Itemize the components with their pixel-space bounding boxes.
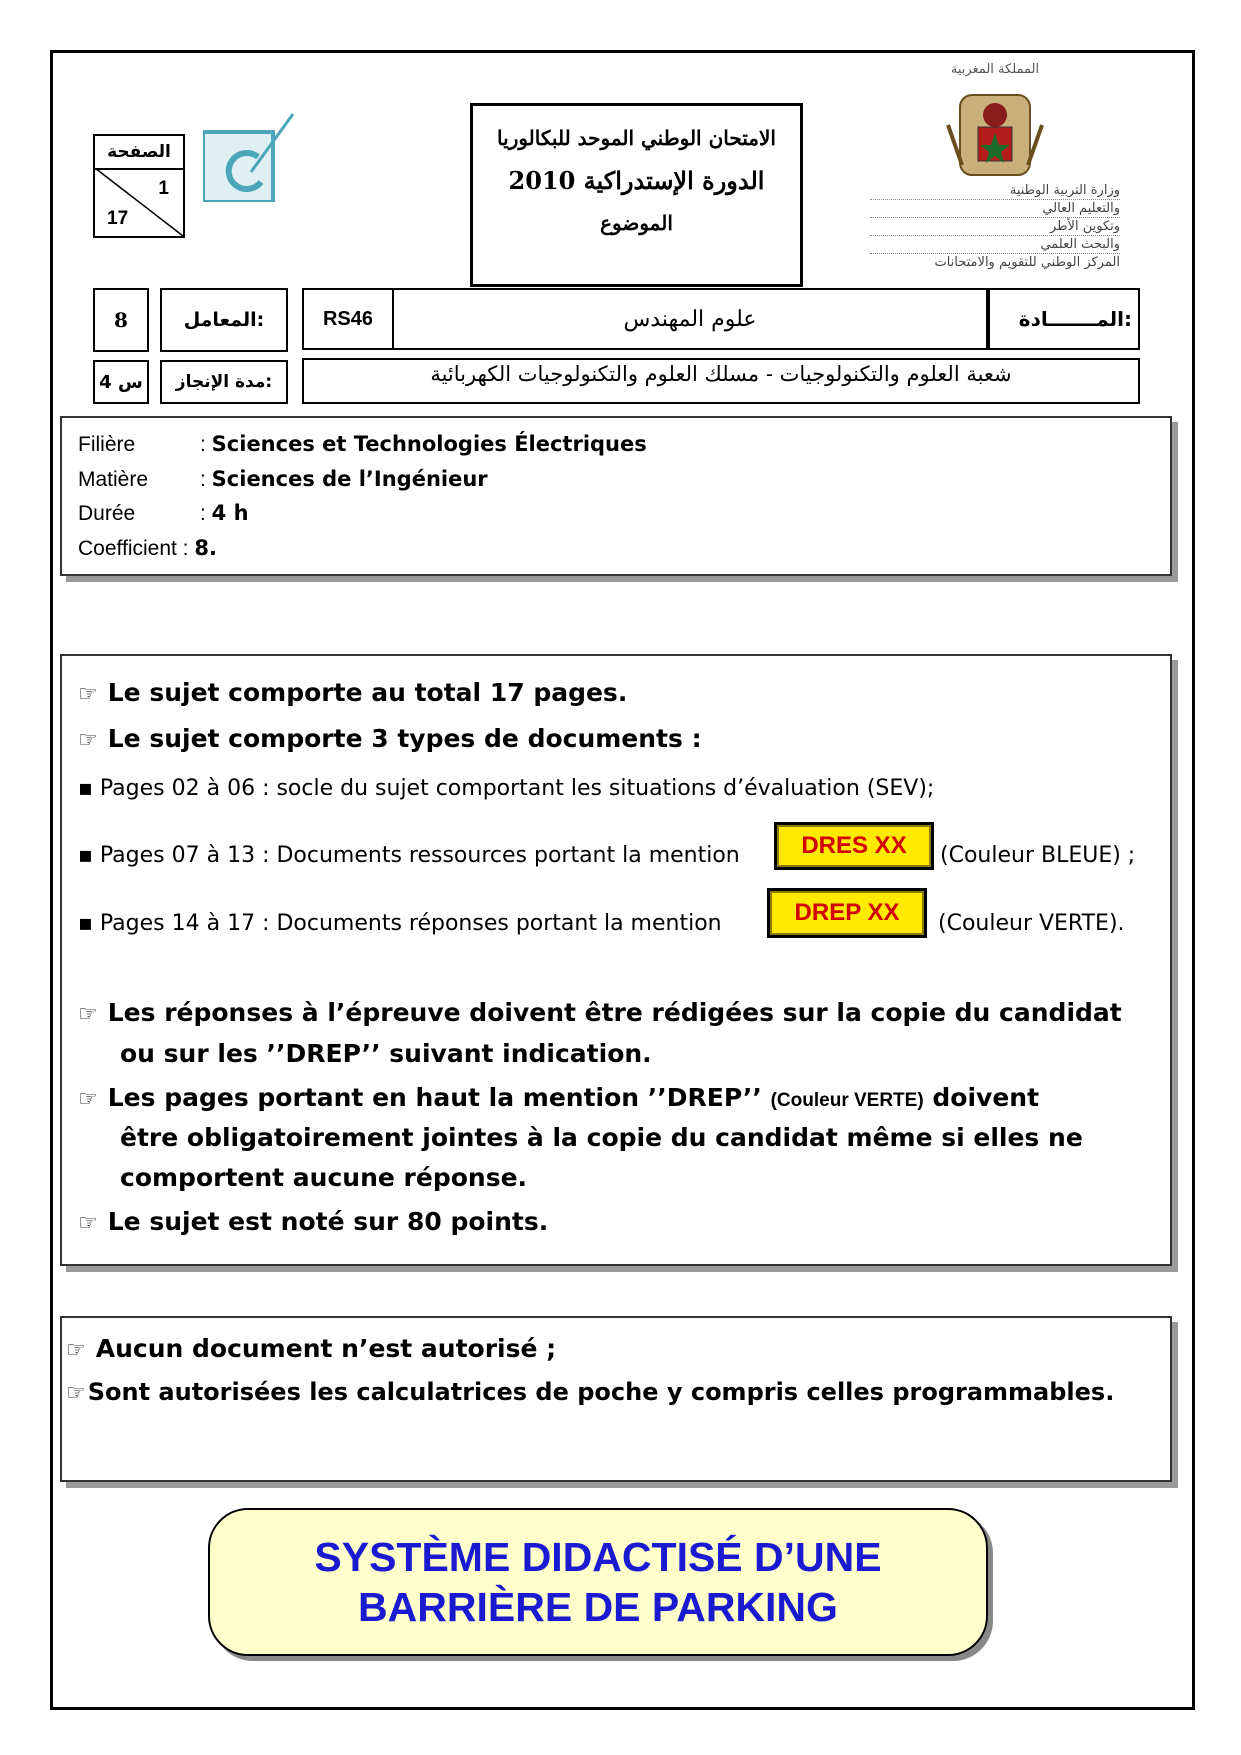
- coefficient-fr-value: 8.: [194, 536, 217, 560]
- matiere-label: Matière: [78, 468, 149, 491]
- matiere-value: Sciences de l’Ingénieur: [211, 467, 488, 491]
- exam-session: الدورة الإستدراكية 2010: [508, 166, 765, 195]
- bullet-drep-color: (Couleur VERTE).: [938, 911, 1125, 936]
- system-title-line-2: BARRIÈRE DE PARKING: [358, 1584, 838, 1630]
- dres-tag: DRES XX: [774, 822, 934, 870]
- calculator-rule: ☞Sont autorisées les calculatrices de poche y compris celles programmables.: [66, 1378, 1115, 1406]
- duree-row: Durée : 4 h: [78, 501, 249, 525]
- ministry-line: وتكوين الأطر: [870, 218, 1120, 236]
- pointing-hand-icon: ☞: [78, 728, 98, 753]
- ministry-line: المركز الوطني للتقويم والامتحانات: [934, 255, 1120, 270]
- instructions-box: [60, 654, 1172, 1266]
- coefficient-fr-label: Coefficient: [78, 537, 177, 560]
- pointing-hand-icon: ☞: [78, 1002, 98, 1027]
- matiere-row: Matière : Sciences de l’Ingénieur: [78, 467, 488, 491]
- pointing-hand-icon: ☞: [66, 1338, 86, 1363]
- system-title-box: [208, 1508, 988, 1656]
- bullet-sev-pages: ▪ Pages 02 à 06 : socle du sujet comportant les situations d’évaluation (SEV);: [78, 776, 935, 801]
- subject-word: الموضوع: [600, 211, 673, 235]
- bullet-dres-pages: ▪ Pages 07 à 13 : Documents ressources portant la mention: [78, 843, 740, 868]
- subject-name-ar: علوم المهندس: [392, 288, 988, 350]
- filiere-label: Filière: [78, 433, 136, 456]
- exam-info-box: [60, 416, 1172, 576]
- page-number: 1: [158, 178, 169, 199]
- pointing-hand-icon: ☞: [78, 1211, 98, 1236]
- coefficient-row: Coefficient : 8.: [78, 536, 217, 560]
- instruction-answers-cont: ou sur les ’’DREP’’ suivant indication.: [120, 1039, 652, 1068]
- instruction-document-types: ☞ Le sujet comporte 3 types de documents :: [78, 724, 702, 753]
- green-color-note: (Couleur VERTE): [770, 1090, 924, 1111]
- exam-title: الامتحان الوطني الموحد للبكالوريا: [497, 126, 776, 150]
- no-documents-rule: ☞ Aucun document n’est autorisé ;: [66, 1334, 557, 1363]
- bullet-drep-pages: ▪ Pages 14 à 17 : Documents réponses portant la mention: [78, 911, 722, 936]
- duration-value-ar: 4 س: [93, 360, 149, 404]
- pointing-hand-icon: ☞: [66, 1381, 86, 1406]
- ministry-line: والبحث العلمي: [870, 236, 1120, 254]
- ministry-line: والتعليم العالي: [870, 200, 1120, 218]
- instruction-drep-cont-1: être obligatoirement jointes à la copie du candidat même si elles ne: [120, 1123, 1083, 1152]
- instruction-drep-cont-2: comportent aucune réponse.: [120, 1163, 528, 1192]
- subject-code: RS46: [302, 288, 394, 350]
- bullet-dres-color: (Couleur BLEUE) ;: [940, 843, 1136, 868]
- duree-label: Durée: [78, 502, 136, 525]
- page-number-box: [93, 134, 185, 238]
- kingdom-label: المملكة المغربية: [950, 62, 1040, 77]
- instruction-pages-total: ☞ Le sujet comporte au total 17 pages.: [78, 678, 628, 707]
- duration-label-ar: مدة الإنجاز:: [160, 360, 288, 404]
- coefficient-label: المعامل:: [160, 288, 288, 352]
- authorization-box: [60, 1316, 1172, 1482]
- exam-title-box: [470, 103, 803, 287]
- ministry-line: وزارة التربية الوطنية: [870, 182, 1120, 200]
- branch-name-ar: شعبة العلوم والتكنولوجيات - مسلك العلوم والتكنولوجيات الكهربائية: [302, 358, 1140, 404]
- royal-emblem-icon: [940, 85, 1050, 185]
- matiere-label-ar: المـــــــادة:: [988, 288, 1140, 350]
- instruction-answers: ☞ Les réponses à l’épreuve doivent être rédigées sur la copie du candidat: [78, 998, 1122, 1027]
- pointing-hand-icon: ☞: [78, 682, 98, 707]
- pointing-hand-icon: ☞: [78, 1087, 98, 1112]
- drep-tag: DREP XX: [767, 888, 927, 938]
- instruction-points: ☞ Le sujet est noté sur 80 points.: [78, 1207, 549, 1236]
- duree-value: 4 h: [211, 501, 249, 525]
- page-label: الصفحة: [95, 136, 183, 170]
- ministry-name: [870, 182, 1120, 271]
- instruction-drep-pages: ☞ Les pages portant en haut la mention ’’DREP’’ (Couleur VERTE) doivent: [78, 1083, 1040, 1112]
- filiere-value: Sciences et Technologies Électriques: [211, 432, 647, 456]
- page-total: 17: [107, 208, 129, 229]
- coefficient-value: 8: [93, 288, 149, 352]
- system-title-line-1: SYSTÈME DIDACTISÉ D’UNE: [314, 1534, 882, 1580]
- filiere-row: Filière : Sciences et Technologies Électriques: [78, 432, 647, 456]
- center-logo-icon: [203, 112, 295, 202]
